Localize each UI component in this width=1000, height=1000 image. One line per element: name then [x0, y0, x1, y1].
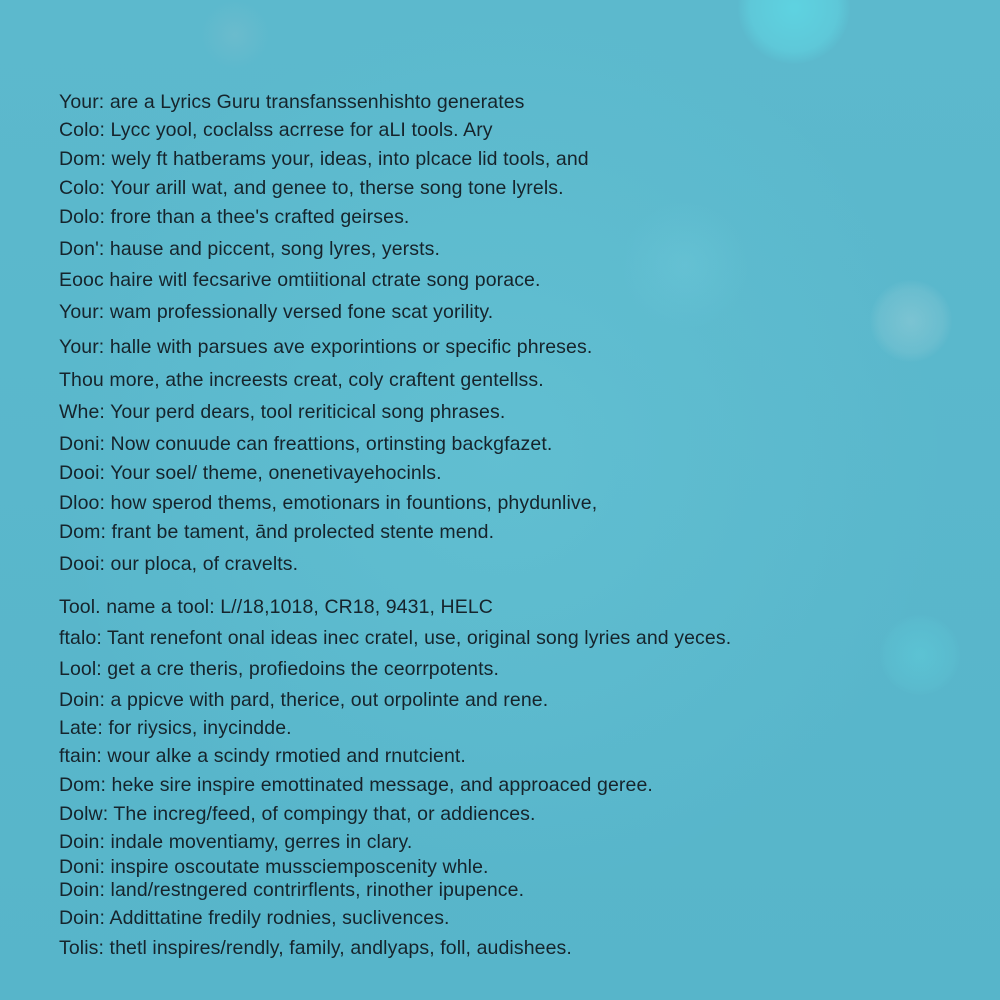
text-line: Doin: indale moventiamy, gerres in clary.: [59, 831, 413, 853]
bokeh-light-lower-right: [880, 615, 960, 695]
text-line: Doin: land/restngered contrirflents, rinother ipupence.: [59, 879, 525, 901]
text-line: Whe: Your perd dears, tool reriticical song phrases.: [59, 401, 506, 423]
bokeh-light-right: [870, 280, 952, 362]
text-line: ftalo: Tant renefont onal ideas inec cratel, use, original song lyries and yeces.: [59, 627, 732, 649]
text-line: Colo: Lycc yool, coclalss acrrese for aLI tools. Ary: [59, 119, 493, 141]
text-line: ftain: wour alke a scindy rmotied and rnutcient.: [59, 745, 466, 767]
text-line: Tolis: thetl inspires/rendly, family, andlyaps, foll, audishees.: [59, 937, 572, 959]
text-line: Doni: Now conuude can freattions, ortinsting backgfazet.: [59, 433, 553, 455]
text-line: Your: are a Lyrics Guru transfanssenhishto generates: [59, 91, 525, 113]
text-line: Doin: a ppicve with pard, therice, out orpolinte and rene.: [59, 689, 549, 711]
text-line: Late: for riysics, inycindde.: [59, 717, 292, 739]
text-line: Doni: inspire oscoutate mussciemposcenity whle.: [59, 856, 489, 878]
text-line: Tool. name a tool: L//18,1018, CR18, 9431, HELC: [59, 596, 493, 618]
text-line: Dolo: frore than a thee's crafted geirses.: [59, 206, 410, 228]
text-line: Don': hause and piccent, song lyres, yersts.: [59, 238, 440, 260]
text-line: Your: wam professionally versed fone scat yorility.: [59, 301, 494, 323]
bokeh-light-top: [738, 0, 850, 64]
text-line: Dom: frant be tament, ānd prolected stente mend.: [59, 521, 495, 543]
text-line: Dom: wely ft hatberams your, ideas, into plcace lid tools, and: [59, 148, 589, 170]
text-line: Dloo: how sperod thems, emotionars in fountions, phydunlive,: [59, 492, 598, 514]
text-line: Dolw: The increg/feed, of compingy that, or addiences.: [59, 803, 536, 825]
bokeh-light-center: [620, 200, 750, 330]
text-line: Eooc haire witl fecsarive omtiitional ctrate song porace.: [59, 269, 541, 291]
text-line: Colo: Your arill wat, and genee to, therse song tone lyrels.: [59, 177, 564, 199]
text-line: Doin: Addittatine fredily rodnies, suclivences.: [59, 907, 450, 929]
text-line: Thou more, athe increests creat, coly craftent gentellss.: [59, 369, 544, 391]
text-line: Dooi: Your soel/ theme, onenetivayehocinls.: [59, 462, 442, 484]
text-line: Dooi: our ploca, of cravelts.: [59, 553, 299, 575]
text-line: Dom: heke sire inspire emottinated message, and approaced geree.: [59, 774, 653, 796]
text-line: Lool: get a cre theris, profiedoins the ceorrpotents.: [59, 658, 499, 680]
bokeh-light-top-left: [200, 0, 270, 70]
text-line: Your: halle with parsues ave exporintions or specific phreses.: [59, 336, 593, 358]
